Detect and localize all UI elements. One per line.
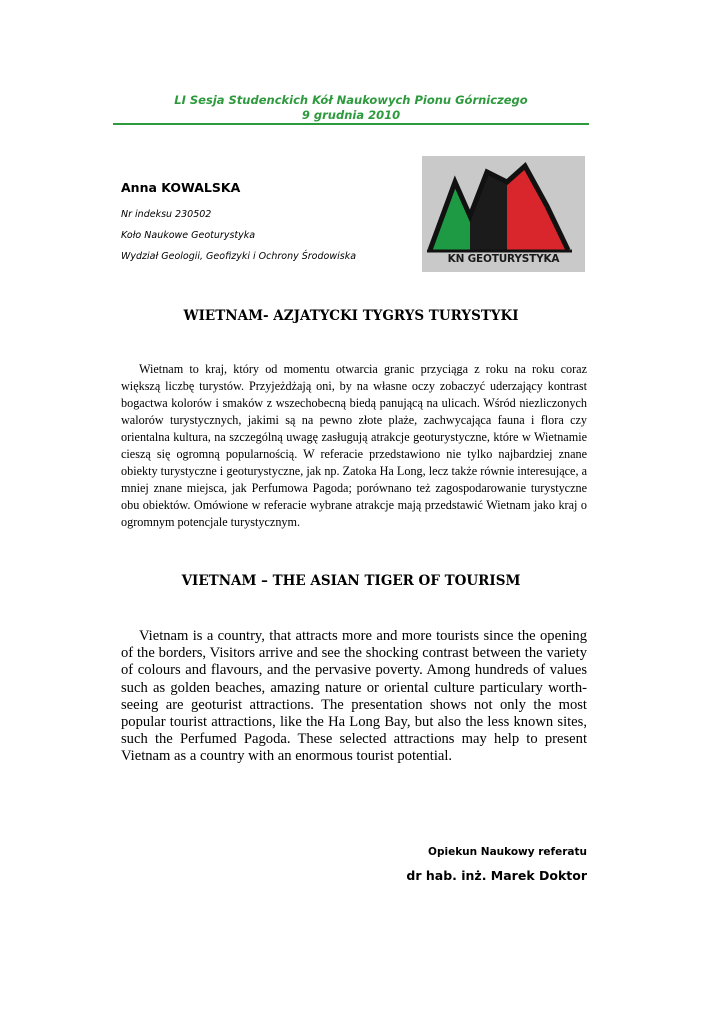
abstract-english: Vietnam is a country, that attracts more and more tourists since the opening of the borders, Visitors arrive and see the shocking contrast between the variety of colours and flavours, and the pervasive poverty. Among hundreds of values such as golden beaches, amazing nature or oriental culture particulary worth-seeing are geoturist attractions. The presentation shows not only the most popular tourist attractions, like the Ha Long Bay, but also the less known sites, such the Perfumed Pagoda. These selected attractions may help to present Vietnam as a country with an enormous tourist potential. (121, 628, 587, 765)
author-block (121, 180, 411, 267)
supervisor-block (406, 846, 587, 883)
author-club: Koło Naukowe Geoturystyka (121, 230, 256, 241)
supervisor-name: dr hab. inż. Marek Doktor (406, 868, 587, 883)
conference-title: LI Sesja Studenckich Kół Naukowych Pionu Górniczego (174, 93, 528, 107)
abstract-polish: Wietnam to kraj, który od momentu otwarcia granic przyciąga z roku na roku coraz większą liczbę turystów. Przyjeżdżają oni, by na własne oczy zobaczyć uderzający kontrast bogactwa kolorów i smaków z wszechobecną biedą panującą na ulicach. Wśród niezliczonych walorów turystycznych, jakimi są na pewno złote plaże, zachwycająca fauna i flora czy orientalna kultura, na szczególną uwagę zasługują atrakcje geoturystyczne, które w Wietnamie cieszą się ogromną popularnością. W referacie przedstawiono nie tylko najbardziej znane obiekty turystyczne i geoturystyczne, jak np. Zatoka Ha Long, lecz także równie interesujące, a mniej znane miejsca, jak Perfumowa Pagoda; porównano też zagospodarowanie turystyczne obu obiektów. Omówione w referacie wybrane atrakcje mają przedstawić Wietnam jako kraj o ogromnym potencjale turystycznym. (121, 362, 587, 529)
conference-header (113, 93, 589, 123)
kn-geoturystyka-logo (422, 156, 585, 272)
author-faculty: Wydział Geologii, Geofizyki i Ochrony Środowiska (121, 251, 357, 262)
author-name: Anna KOWALSKA (121, 180, 241, 195)
title-english: VIETNAM – THE ASIAN TIGER OF TOURISM (181, 573, 521, 589)
logo-text: KN GEOTURYSTYKA (447, 253, 560, 265)
author-index: Nr indeksu 230502 (121, 209, 212, 220)
header-divider (113, 123, 589, 125)
conference-date: 9 grudnia 2010 (301, 108, 401, 122)
supervisor-label: Opiekun Naukowy referatu (428, 846, 587, 858)
title-polish: WIETNAM- AZJATYCKI TYGRYS TURYSTYKI (183, 308, 519, 324)
